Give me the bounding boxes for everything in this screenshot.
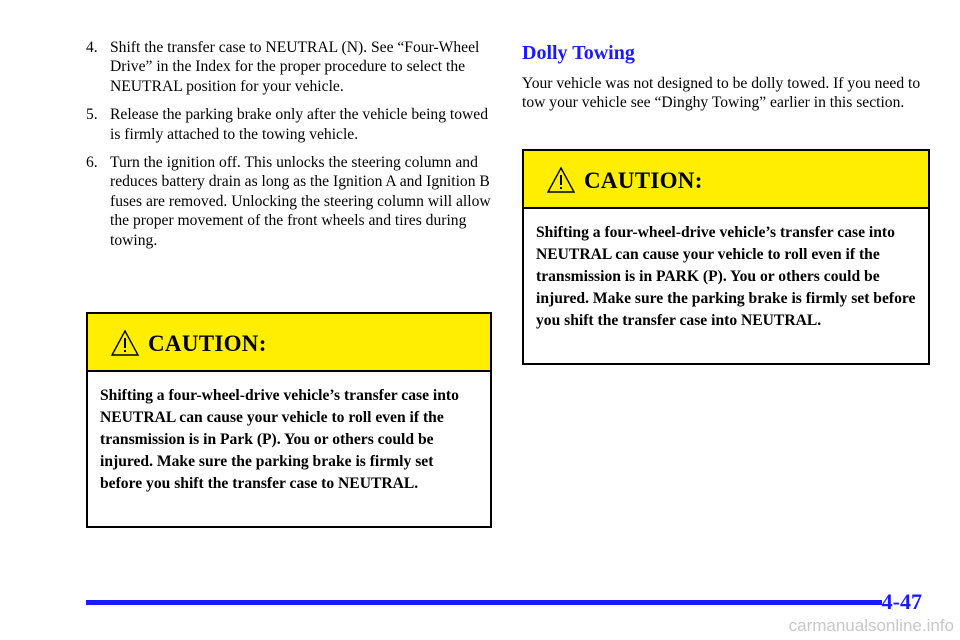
caution-text: Shifting a four-wheel-drive vehicle’s transfer case into NEUTRAL can cause your vehicle to roll even if the transmission is in Park (P). You or others could be injured. Make sure the parking brake is firmly set before you shift the transfer case to NEUTRAL. [100, 387, 459, 492]
watermark: carmanualsonline.info [788, 616, 954, 635]
step-text: Shift the transfer case to NEUTRAL (N). See “Four-Wheel Drive” in the Index for the proper procedure to select the NEUTRAL position for your vehicle. [110, 39, 480, 95]
step-number: 5. [86, 106, 98, 124]
section-heading: Dolly Towing [522, 42, 635, 64]
warning-triangle-icon [110, 329, 140, 357]
procedure-steps [86, 38, 492, 259]
caution-box-left [86, 312, 492, 528]
procedure-step [86, 105, 492, 144]
step-text: Turn the ignition off. This unlocks the steering column and reduces battery drain as long as the Ignition A and Ignition B fuses are removed. Unlocking the steering column will allow the proper movement of the front wheels and tires during towing. [110, 154, 491, 249]
caution-header [88, 314, 490, 372]
step-number: 4. [86, 39, 98, 56]
procedure-step [86, 38, 492, 96]
page-number: 4-47 [881, 589, 922, 614]
section-paragraph: Your vehicle was not designed to be dolly towed. If you need to tow your vehicle see “Dinghy Towing” earlier in this section. [522, 75, 921, 112]
procedure-step [86, 153, 492, 250]
footer-rule [86, 600, 882, 605]
caution-title: CAUTION: [148, 331, 267, 356]
step-text: Release the parking brake only after the vehicle being towed is firmly attached to the towing vehicle. [110, 106, 488, 143]
caution-box-right [522, 149, 930, 365]
caution-text: Shifting a four-wheel-drive vehicle’s transfer case into NEUTRAL can cause your vehicle to roll even if the transmission is in PARK (P). You or others could be injured. Make sure the parking brake is firmly set before you shift the transfer case into NEUTRAL. [536, 224, 916, 329]
warning-triangle-icon [546, 166, 576, 194]
caution-title: CAUTION: [584, 168, 703, 193]
caution-header [524, 151, 928, 209]
step-number: 6. [86, 154, 98, 172]
